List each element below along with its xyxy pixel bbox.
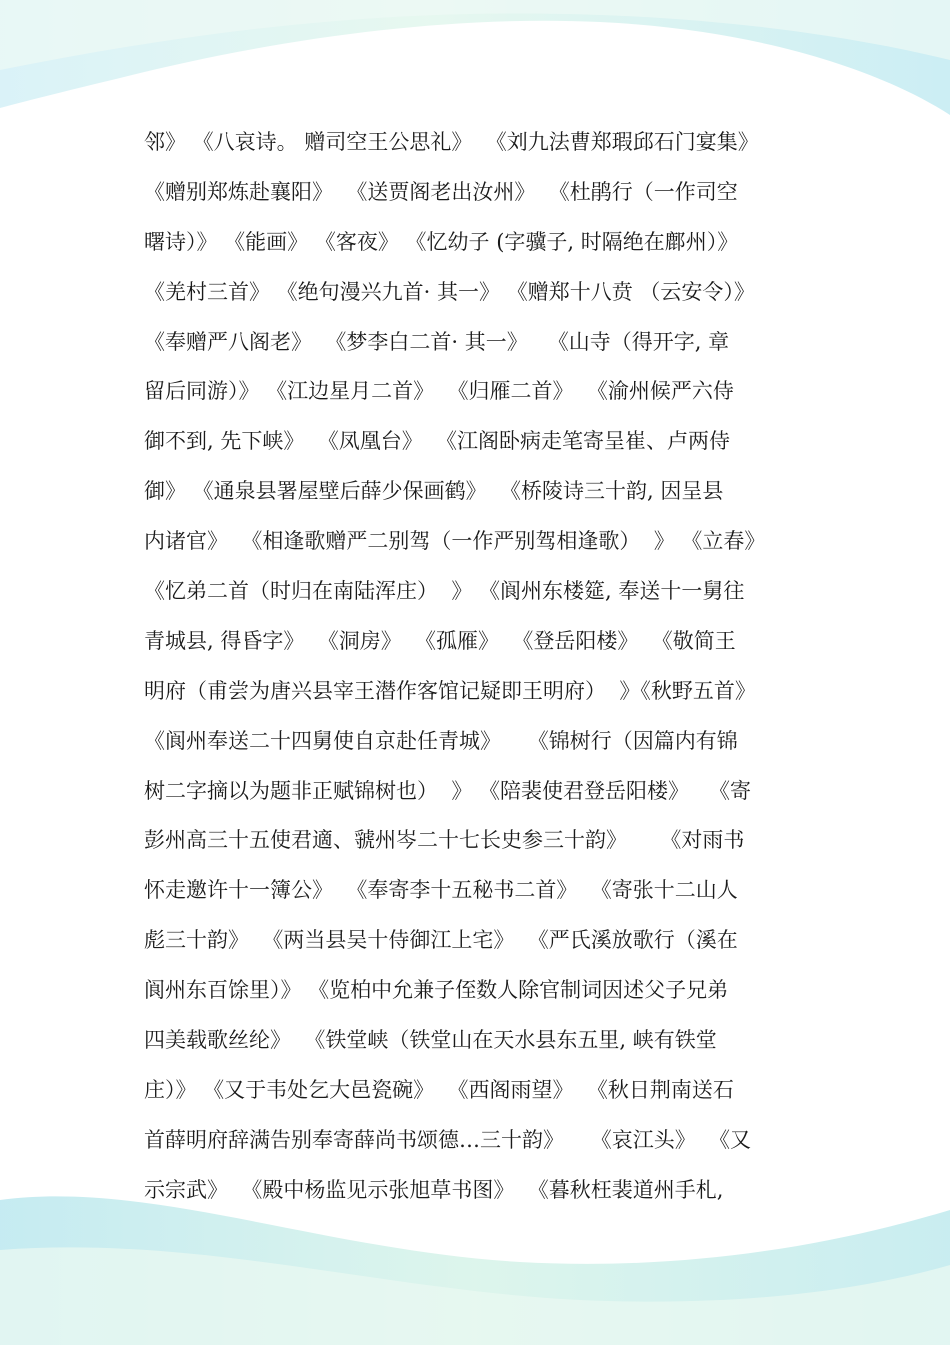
text-line: 邻》 《八哀诗。 赠司空王公思礼》 《刘九法曹郑瑕邱石门宴集》 <box>144 130 759 154</box>
text-line: 《羌村三首》 《绝句漫兴九首· 其一》 《赠郑十八贲 （云安令）》 <box>144 279 755 304</box>
text-line: 阆州东百馀里）》 《览柏中允兼子侄数人除官制词因述父子兄弟 <box>144 978 729 1003</box>
text-line: 留后同游）》 《江边星月二首》 《归雁二首》 《渝州候严六侍 <box>144 379 734 404</box>
text-line: 庄）》 《又于韦处乞大邑瓷碗》 《西阁雨望》 《秋日荆南送石 <box>144 1077 734 1102</box>
text-line: 首薛明府辞满告别奉寄薛尚书颂德…三十韵》 《哀江头》 《又 <box>144 1127 752 1152</box>
text-line: 曙诗）》 《能画》 《客夜》 《忆幼子 (字骥子, 时隔绝在鄜州）》 <box>144 229 739 254</box>
text-line: 示宗武》 《殿中杨监见示张旭草书图》 《暮秋枉裴道州手札, <box>144 1177 724 1202</box>
text-line: 御》 《通泉县署屋壁后薛少保画鹤》 《桥陵诗三十韵, 因呈县 <box>144 479 724 504</box>
poem-title-list <box>144 118 816 1216</box>
text-line: 彭州高三十五使君適、虢州岑二十七长史参三十韵》 《对雨书 <box>144 828 745 853</box>
text-line: 彪三十韵》 《两当县吴十侍御江上宅》 《严氏溪放歌行（溪在 <box>144 928 738 953</box>
text-line: 明府（甫尝为唐兴县宰王潜作客馆记疑即王明府） 》《秋野五首》 <box>144 678 756 703</box>
text-line: 四美载歌丝纶》 《铁堂峡（铁堂山在天水县东五里, 峡有铁堂 <box>144 1028 717 1053</box>
text-line: 内诸官》 《相逢歌赠严二别驾（一作严别驾相逢歌） 》 《立春》 <box>144 529 766 554</box>
text-line: 树二字摘以为题非正赋锦树也） 》 《陪裴使君登岳阳楼》 《寄 <box>144 778 752 803</box>
text-line: 青城县, 得昏字》 《洞房》 《孤雁》 《登岳阳楼》 《敬简王 <box>144 628 736 653</box>
text-line: 《忆弟二首（时归在南陆浑庄） 》 《阆州东楼筵, 奉送十一舅往 <box>144 579 745 604</box>
text-line: 《奉赠严八阁老》 《梦李白二首· 其一》 《山寺（得开字, 章 <box>144 329 730 354</box>
text-line: 怀走邀许十一簿公》 《奉寄李十五秘书二首》 《寄张十二山人 <box>144 878 738 903</box>
text-line: 《阆州奉送二十四舅使自京赴任青城》 《锦树行（因篇内有锦 <box>144 728 738 753</box>
text-line: 御不到, 先下峡》 《凤凰台》 《江阁卧病走笔寄呈崔、卢两侍 <box>144 429 731 454</box>
text-line: 《赠别郑炼赴襄阳》 《送贾阁老出汝州》 《杜鹃行（一作司空 <box>144 179 738 204</box>
